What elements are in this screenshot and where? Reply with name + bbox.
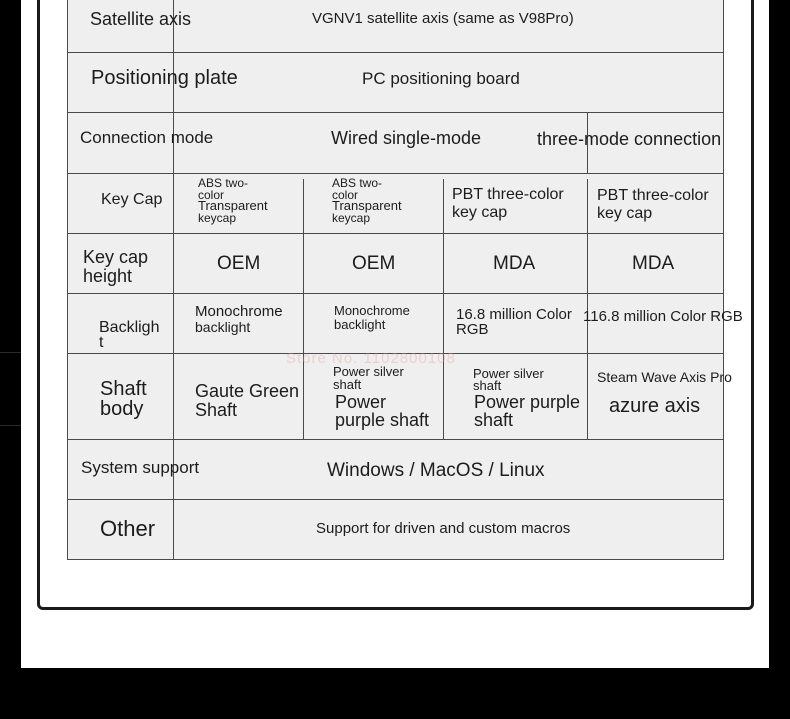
table-divider xyxy=(303,233,304,439)
connection-wired-value: Wired single-mode xyxy=(331,128,482,148)
row-label-system-support: System support xyxy=(81,458,200,477)
table-divider xyxy=(67,173,723,174)
height-cell-1: OEM xyxy=(217,253,261,274)
table-divider xyxy=(67,499,723,500)
table-divider xyxy=(67,559,724,560)
other-value: Support for driven and custom macros xyxy=(316,520,571,537)
height-cell-2: OEM xyxy=(352,253,396,274)
row-label-positioning-plate: Positioning plate xyxy=(91,67,238,89)
table-divider xyxy=(443,233,444,439)
store-watermark: Store No. 1102800108 xyxy=(286,350,456,367)
row-label-satellite-axis: Satellite axis xyxy=(90,9,192,29)
table-divider xyxy=(67,52,723,53)
height-cell-4: MDA xyxy=(632,253,675,274)
table-divider xyxy=(67,293,723,294)
table-divider xyxy=(67,233,723,234)
row-label-key-cap: Key Cap xyxy=(101,191,163,208)
satellite-axis-value: VGNV1 satellite axis (same as V98Pro) xyxy=(312,10,574,27)
backlight-cell-4: 116.8 million Color RGB xyxy=(583,308,743,325)
connection-three-mode-value: three-mode connection xyxy=(537,129,722,149)
table-divider xyxy=(723,0,724,560)
background-line xyxy=(0,425,21,426)
table-divider xyxy=(67,112,723,113)
table-divider xyxy=(303,179,304,233)
positioning-plate-value: PC positioning board xyxy=(362,69,520,88)
row-label-other: Other xyxy=(100,516,156,541)
table-divider xyxy=(443,179,444,233)
row-label-connection-mode: Connection mode xyxy=(80,128,214,147)
height-cell-3: MDA xyxy=(493,253,536,274)
table-divider xyxy=(67,439,723,440)
table-divider xyxy=(587,233,588,439)
table-divider xyxy=(587,179,588,233)
background-line xyxy=(0,352,21,353)
table-divider xyxy=(67,0,68,560)
system-support-value: Windows / MacOS / Linux xyxy=(327,460,545,481)
